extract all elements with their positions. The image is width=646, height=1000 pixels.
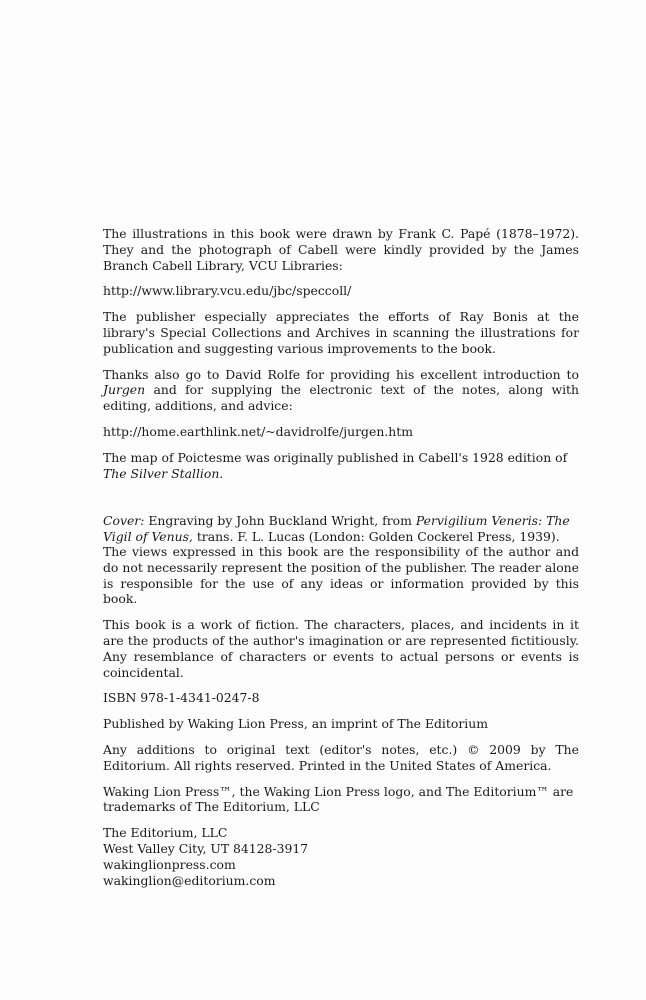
cover-credit-text-before: Engraving by John Buckland Wright, from (144, 513, 416, 529)
map-credit (103, 450, 579, 482)
published-by: Published by Waking Lion Press, an imprint of The Editorium (103, 716, 488, 732)
rolfe-thanks-text-after: and for supplying the electronic text of the notes, along with editing, additions, and advice: (103, 382, 579, 414)
address-city: West Valley City, UT 84128-3917 (103, 840, 309, 856)
fiction-disclaimer: This book is a work of fiction. The characters, places, and incidents in it are the products of the author's imagination or are represented fictitiously. Any resemblance of characters or events to actual persons or events is coincidental. (103, 617, 579, 680)
rolfe-thanks (103, 367, 579, 414)
cover-credit-text-after: trans. F. L. Lucas (London: Golden Cockerel Press, 1939). (192, 529, 560, 545)
rolfe-url: http://home.earthlink.net/~davidrolfe/jurgen.htm (103, 423, 413, 439)
jurgen-title: Jurgen (103, 382, 146, 398)
rolfe-thanks-text-before: Thanks also go to David Rolfe for providing his excellent introduction to (103, 366, 579, 382)
address-website: wakinglionpress.com (103, 856, 236, 872)
illustrations-credit: The illustrations in this book were drawn by Frank C. Papé (1878–1972). They and the photograph of Cabell were kindly provided by the James Branch Cabell Library, VCU Libraries: (103, 226, 579, 273)
cover-label: Cover: (103, 513, 145, 529)
map-credit-text: The map of Poictesme was originally published in Cabell's 1928 edition of (103, 449, 568, 465)
legal-section (103, 544, 579, 898)
isbn: ISBN 978-1-4341-0247-8 (103, 690, 260, 706)
publisher-thanks: The publisher especially appreciates the efforts of Ray Bonis at the library's Special Collections and Archives in scanning the illustrations for publication and suggesting various improvements to the book. (103, 309, 579, 356)
trademark-notice: Waking Lion Press™, the Waking Lion Press logo, and The Editorium™ are trademarks of The Editorium, LLC (103, 783, 574, 815)
vigil-of-venus-title: Pervigilium Veneris: The Vigil of Venus, (103, 513, 570, 545)
copyright-notice: Any additions to original text (editor's notes, etc.) © 2009 by The Editorium. All rights reserved. Printed in the United States of America. (103, 741, 579, 773)
cover-credit (103, 513, 579, 545)
library-url: http://www.library.vcu.edu/jbc/speccoll/ (103, 283, 352, 299)
address-name: The Editorium, LLC (103, 825, 228, 841)
publisher-address (103, 825, 579, 888)
credits-section (103, 226, 579, 555)
address-email: wakinglion@editorium.com (103, 872, 276, 888)
views-disclaimer: The views expressed in this book are the responsibility of the author and do not necessarily represent the position of the publisher. The reader alone is responsible for the use of any ideas or information provided by this book. (103, 544, 579, 607)
silver-stallion-title: The Silver Stallion. (103, 465, 224, 481)
